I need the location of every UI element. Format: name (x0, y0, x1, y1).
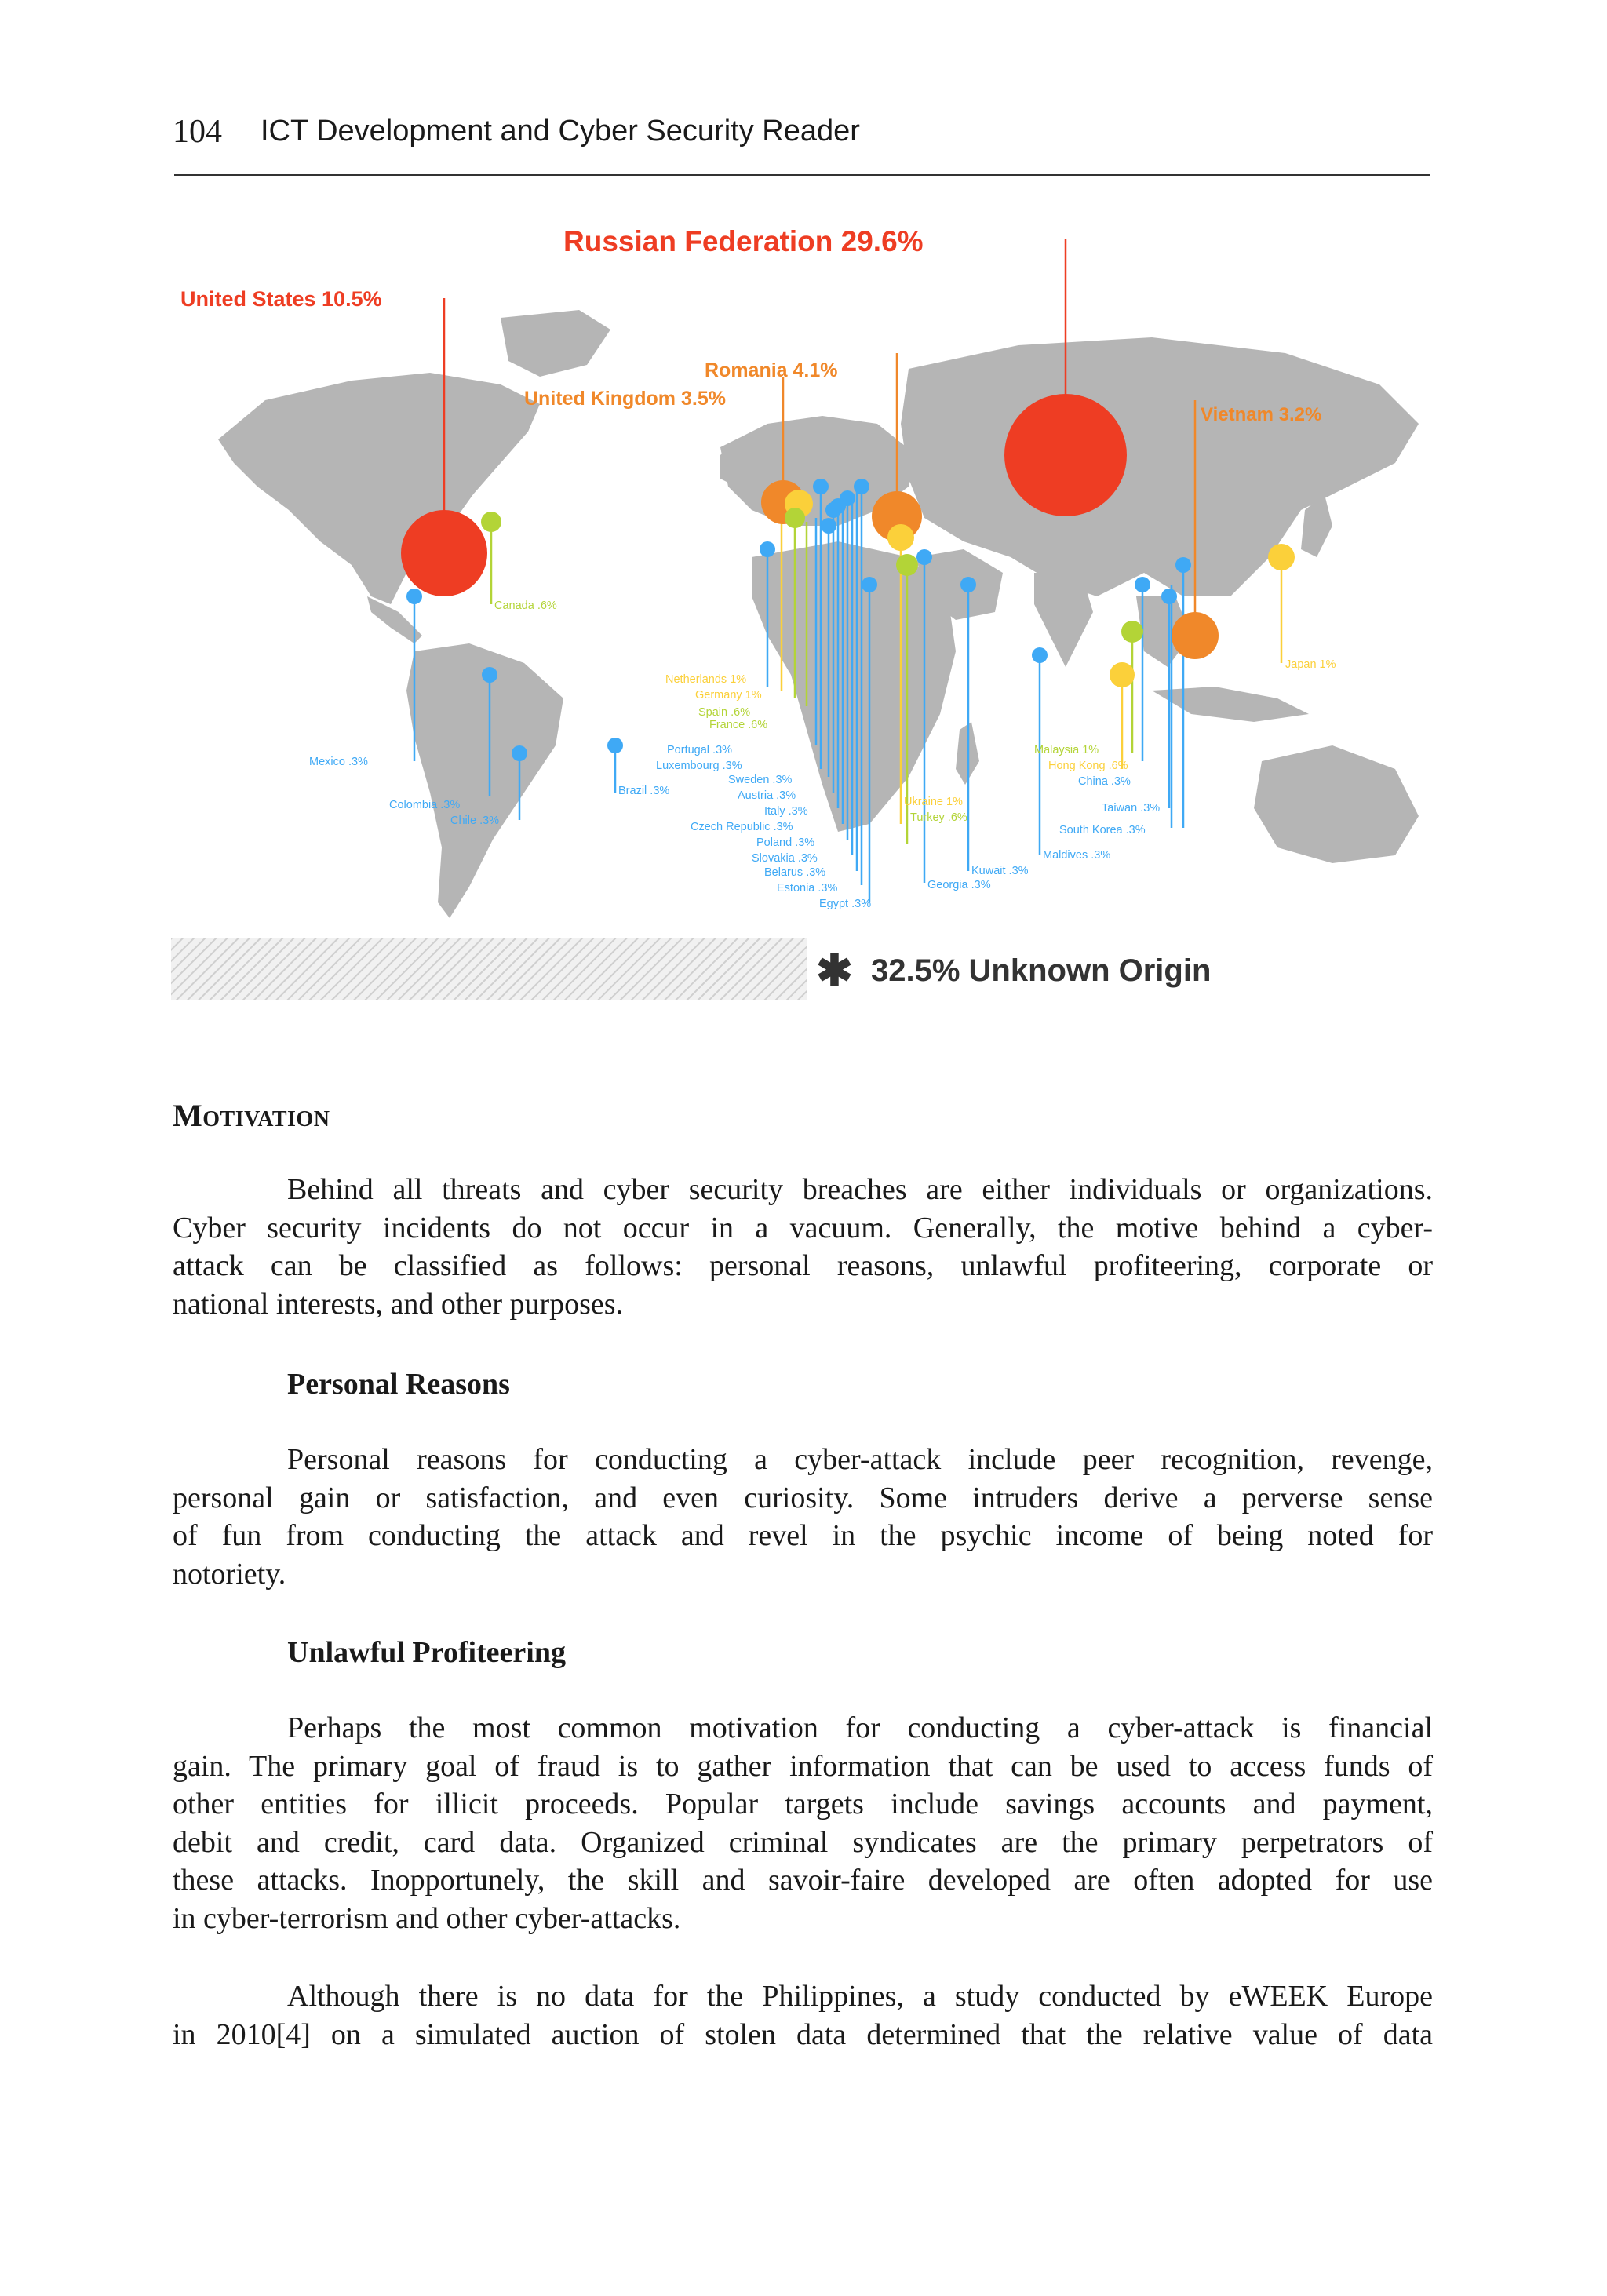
turkey-bubble (896, 554, 918, 576)
netherlands-bubble (785, 508, 805, 528)
label-chile: Chile .3% (450, 815, 500, 827)
world-map-infographic (171, 228, 1430, 1012)
label-kuwait: Kuwait .3% (971, 865, 1029, 877)
label-turkey: Turkey .6% (910, 811, 967, 824)
label-romania: Romania 4.1% (705, 359, 838, 381)
indonesia-shape (1152, 687, 1309, 722)
paragraph-line: other entities for illicit proceeds. Popular targets include savings accounts and payment, (173, 1788, 1433, 1820)
running-title: ICT Development and Cyber Security Reader (261, 115, 860, 148)
paragraph-line: gain. The primary goal of fraud is to gather information that can be used to access funds of (173, 1749, 1433, 1783)
label-vietnam: Vietnam 3.2% (1201, 404, 1322, 425)
portugal-bubble (760, 541, 775, 557)
georgia-bubble (916, 549, 932, 565)
paragraph-line: of fun from conducting the attack and revel in the psychic income of being noted for (173, 1519, 1433, 1552)
label-us: United States 10.5% (180, 287, 382, 311)
subheading-personal-reasons: Personal Reasons (287, 1368, 510, 1401)
label-estonia: Estonia .3% (777, 882, 838, 895)
label-china: China .3% (1078, 775, 1131, 788)
kuwait-bubble (960, 577, 976, 592)
label-southkorea: South Korea .3% (1059, 824, 1146, 836)
label-luxembourg: Luxembourg .3% (656, 760, 742, 772)
paragraph-line: personal gain or satisfaction, and even curiosity. Some intruders derive a perverse sense (173, 1481, 1433, 1514)
subheading-unlawful-profiteering: Unlawful Profiteering (287, 1636, 566, 1669)
label-taiwan: Taiwan .3% (1102, 802, 1161, 815)
paragraph-line: debit and credit, card data. Organized criminal syndicates are the primary perpetrators of (173, 1825, 1433, 1859)
paragraph-line: Perhaps the most common motivation for conducting a cyber-attack is financial (287, 1711, 1433, 1744)
label-spain: Spain .6% (698, 706, 751, 719)
taiwan-bubble (1161, 589, 1177, 604)
label-slovakia: Slovakia .3% (752, 852, 818, 865)
russia-bubble (1004, 394, 1127, 516)
colombia-bubble (482, 667, 497, 683)
greenland-shape (501, 310, 610, 377)
paragraph-ewEEK-study (173, 1977, 1433, 2054)
asia-shape (901, 337, 1419, 596)
sweden-bubble (813, 479, 829, 494)
paragraph-line: Although there is no data for the Philippines, a study conducted by eWEEK Europe (287, 1980, 1433, 2013)
page-number: 104 (173, 114, 222, 150)
japan-bubble (1268, 544, 1295, 570)
label-czech: Czech Republic .3% (691, 821, 793, 833)
paragraph-line: in 2010[4] on a simulated auction of stolen data determined that the relative value of data (173, 2017, 1433, 2051)
czech-bubble (825, 502, 841, 518)
maldives-bubble (1032, 647, 1048, 663)
label-italy: Italy .3% (764, 805, 808, 818)
label-malaysia: Malaysia 1% (1034, 744, 1099, 756)
label-georgia: Georgia .3% (927, 879, 991, 891)
label-japan: Japan 1% (1285, 658, 1336, 671)
label-ukraine: Ukraine 1% (904, 796, 963, 808)
header-rule (174, 174, 1430, 176)
label-hongkong: Hong Kong .6% (1048, 760, 1128, 772)
paragraph-line: Personal reasons for conducting a cyber-attack include peer recognition, revenge, (287, 1443, 1433, 1476)
asterisk-icon: ✱ (816, 946, 853, 995)
label-france: France .6% (709, 719, 768, 731)
brazil-bubble (607, 738, 623, 753)
china-bubble (1135, 577, 1150, 592)
label-colombia: Colombia .3% (389, 799, 461, 811)
unknown-origin-label: 32.5% Unknown Origin (871, 953, 1212, 988)
australia-shape (1254, 745, 1419, 863)
label-belarus: Belarus .3% (764, 866, 826, 879)
us-bubble (401, 510, 487, 596)
paragraph-line: Cyber security incidents do not occur in a vacuum. Generally, the motive behind a cyber- (173, 1211, 1433, 1245)
southkorea-bubble (1175, 557, 1191, 573)
label-egypt: Egypt .3% (819, 898, 872, 910)
paragraph-line: Behind all threats and cyber security breaches are either individuals or organizations. (287, 1173, 1433, 1206)
canada-bubble (481, 512, 501, 532)
estonia-bubble (854, 479, 869, 494)
section-heading: Motivation (173, 1098, 330, 1133)
label-maldives: Maldives .3% (1043, 849, 1111, 862)
paragraph-intro (173, 1171, 1433, 1323)
paragraph-personal-reasons (173, 1441, 1433, 1593)
egypt-bubble (862, 577, 877, 592)
malaysia-bubble (1121, 621, 1143, 643)
paragraph-line: notoriety. (173, 1557, 286, 1591)
hongkong-bubble (1110, 662, 1135, 687)
chile-bubble (512, 745, 527, 761)
paragraph-line: these attacks. Inopportunely, the skill and savoir-faire developed are often adopted for use (173, 1864, 1433, 1897)
label-netherlands: Netherlands 1% (665, 673, 747, 686)
running-header (173, 108, 1428, 155)
italy-bubble (821, 518, 836, 534)
label-poland: Poland .3% (756, 836, 815, 849)
label-austria: Austria .3% (738, 789, 796, 802)
paragraph-line: national interests, and other purposes. (173, 1287, 624, 1321)
attack-origin-map-figure (171, 228, 1430, 1012)
label-uk: United Kingdom 3.5% (524, 388, 726, 410)
label-canada: Canada .6% (494, 600, 557, 612)
unknown-origin-hatch (171, 938, 807, 1000)
paragraph-unlawful-profiteering (173, 1709, 1433, 1937)
vietnam-bubble (1172, 612, 1219, 659)
mexico-bubble (406, 589, 422, 604)
label-portugal: Portugal .3% (667, 744, 733, 756)
label-mexico: Mexico .3% (309, 756, 368, 768)
label-russia: Russian Federation 29.6% (563, 228, 924, 257)
south-america-shape (406, 643, 563, 918)
label-sweden: Sweden .3% (728, 774, 793, 786)
world-map (218, 310, 1419, 918)
ukraine-bubble (887, 524, 914, 551)
label-brazil: Brazil .3% (618, 785, 670, 797)
paragraph-line: attack can be classified as follows: personal reasons, unlawful profiteering, corporate or (173, 1249, 1433, 1282)
paragraph-line: in cyber-terrorism and other cyber-attacks. (173, 1901, 681, 1935)
label-germany: Germany 1% (695, 689, 762, 702)
